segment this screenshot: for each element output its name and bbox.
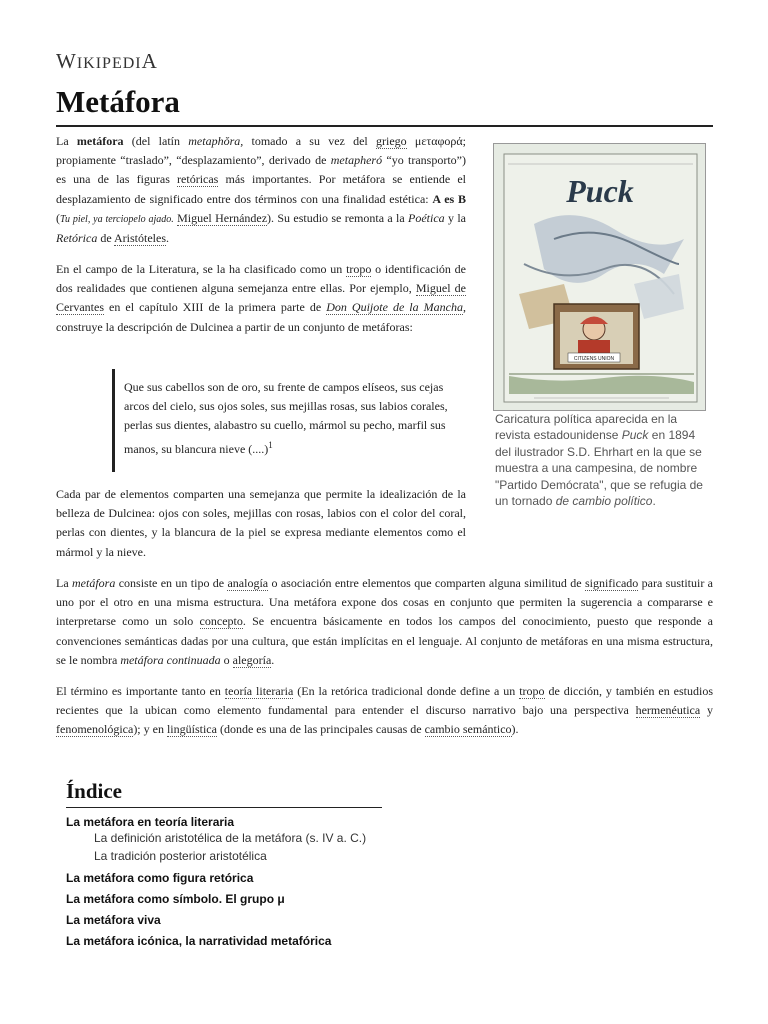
page-title: Metáfora (56, 84, 180, 119)
toc-divider (66, 807, 382, 808)
dulcinea-quote (112, 369, 468, 472)
toc-title: Índice (66, 779, 123, 803)
figure-caption: Caricatura política aparecida en la revista estadounidense Puck en 1894 del ilustrador S.D. Ehrhart en la que se muestra a una campesina, de nombre "Partido Demócrata", que se refugia de un tornado de cambio político. (495, 412, 703, 509)
literature-paragraph: En el campo de la Literatura, se la ha clasificado como un tropo o identificación de dos realidades que contienen alguna semejanza entre ellas. Por ejemplo, Miguel de Cervantes en el capítulo XIII de la primera parte de Don Quijote de la Mancha, construye la descripción de Dulcinea a partir de un conjunto de metáforas: (56, 262, 466, 334)
link-miguel-de-cervantes[interactable]: Miguel de Cervantes (56, 281, 466, 315)
cartoon-label: CITIZENS UNION (573, 356, 615, 362)
link-concepto[interactable]: concepto (199, 614, 243, 629)
puck-cartoon-drawing (494, 144, 706, 411)
toc-item-metafora-iconica[interactable]: La metáfora icónica, la narratividad metafórica (66, 934, 332, 948)
link-teoria-literaria[interactable]: teoría literaria (224, 684, 294, 698)
link-tropo-2[interactable]: tropo (519, 684, 545, 698)
link-linguistica[interactable]: lingüística (166, 722, 217, 737)
link-tropo[interactable]: tropo (346, 262, 372, 276)
title-divider (56, 125, 713, 127)
link-griego[interactable]: griego (376, 134, 407, 148)
toc-item-figura-retorica[interactable]: La metáfora como figura retórica (66, 871, 254, 885)
toc-subitem-tradicion-posterior[interactable]: La tradición posterior aristotélica (94, 849, 267, 863)
link-significado[interactable]: significado (584, 576, 639, 590)
toc-subitem-definicion-aristotelica[interactable]: La definición aristotélica de la metáfora (s. IV a. C.) (94, 831, 367, 845)
toc-item-teoria-literaria[interactable]: La metáfora en teoría literaria (66, 815, 235, 829)
link-analogia[interactable]: analogía (227, 576, 269, 590)
link-hermeneutica[interactable]: hermenéutica (635, 703, 701, 718)
term-paragraph: El término es importante tanto en teoría literaria (En la retórica tradicional donde define a un tropo de dicción, y también en estudios recientes que la ubican como elemento fundamental para entender el discurso narrativo bajo una perspectiva hermenéutica y fenomenológica); y en lingüística (donde es una de las principales causas de cambio semántico). (56, 684, 714, 737)
toc-item-metafora-viva[interactable]: La metáfora viva (66, 913, 161, 927)
link-alegoria[interactable]: alegoría (232, 652, 272, 667)
table-of-contents (66, 779, 382, 948)
quote-text: Que sus cabellos son de oro, su frente de campos elíseos, sus cejas arcos del cielo, sus ojos soles, sus mejillas rosas, sus labios corales, perlas sus dientes, alabastro su cuello, mármol su pecho, marfil sus manos, su blancura nieve (....)$^1$ (124, 380, 448, 456)
dulcinea-paragraph: Cada par de elementos comparten una semejanza que permite la idealización de la belleza de Dulcinea: ojos con soles, mejillas con rosas, labios con el color del coral, perlas con dientes, y la blancura de la piel se expresa mediante elementos como el mármol y la nieve. (56, 487, 466, 559)
masthead-text: Puck (566, 173, 634, 209)
link-cambio-semantico[interactable]: cambio semántico (424, 722, 512, 737)
toc-item-simbolo[interactable]: La metáfora como símbolo. El grupo μ (66, 892, 285, 906)
link-aristoteles[interactable]: Aristóteles (114, 231, 166, 246)
intro-paragraph: La metáfora (del latín metaphŏra, tomado a su vez del griego μεταφορά; propiamente “traslado”, “desplazamiento”, derivado de metapheró “yo transporto”) es una de las figuras retóricas más importantes. Por metáfora se entiende el desplazamiento de significado entre dos términos con una finalidad estética: A es B (Tu piel, ya terciopelo ajado. Miguel Hernández). Su estudio se remonta a la Poética y la Retórica de Aristóteles. (56, 134, 467, 246)
wikipedia-logo[interactable]: WIKIPEDIA (56, 49, 158, 73)
link-fenomenologica[interactable]: fenomenológica (56, 722, 134, 737)
puck-cartoon-image[interactable] (493, 143, 706, 411)
analogy-paragraph: La metáfora consiste en un tipo de analogía o asociación entre elementos que comparten alguna similitud de significado para sustituir a uno por el otro en una misma estructura. Una metáfora expone dos cosas en conjunto que permiten la sugerencia a compararse e interpretarse como un solo concepto. Se encuentra básicamente en todos los campos del conocimiento, puesto que responde a convenciones semánticas dadas por una cultura, que están implícitas en el lenguaje. Al conjunto de metáforas en una misma estructura, se le nombra metáfora continuada o alegoría. (56, 576, 714, 667)
link-don-quijote[interactable]: Don Quijote de la Mancha (326, 300, 463, 315)
reference-1[interactable]: 1 (268, 439, 273, 450)
link-retoricas[interactable]: retóricas (177, 172, 219, 187)
link-miguel-hernandez[interactable]: Miguel Hernández (177, 210, 268, 225)
